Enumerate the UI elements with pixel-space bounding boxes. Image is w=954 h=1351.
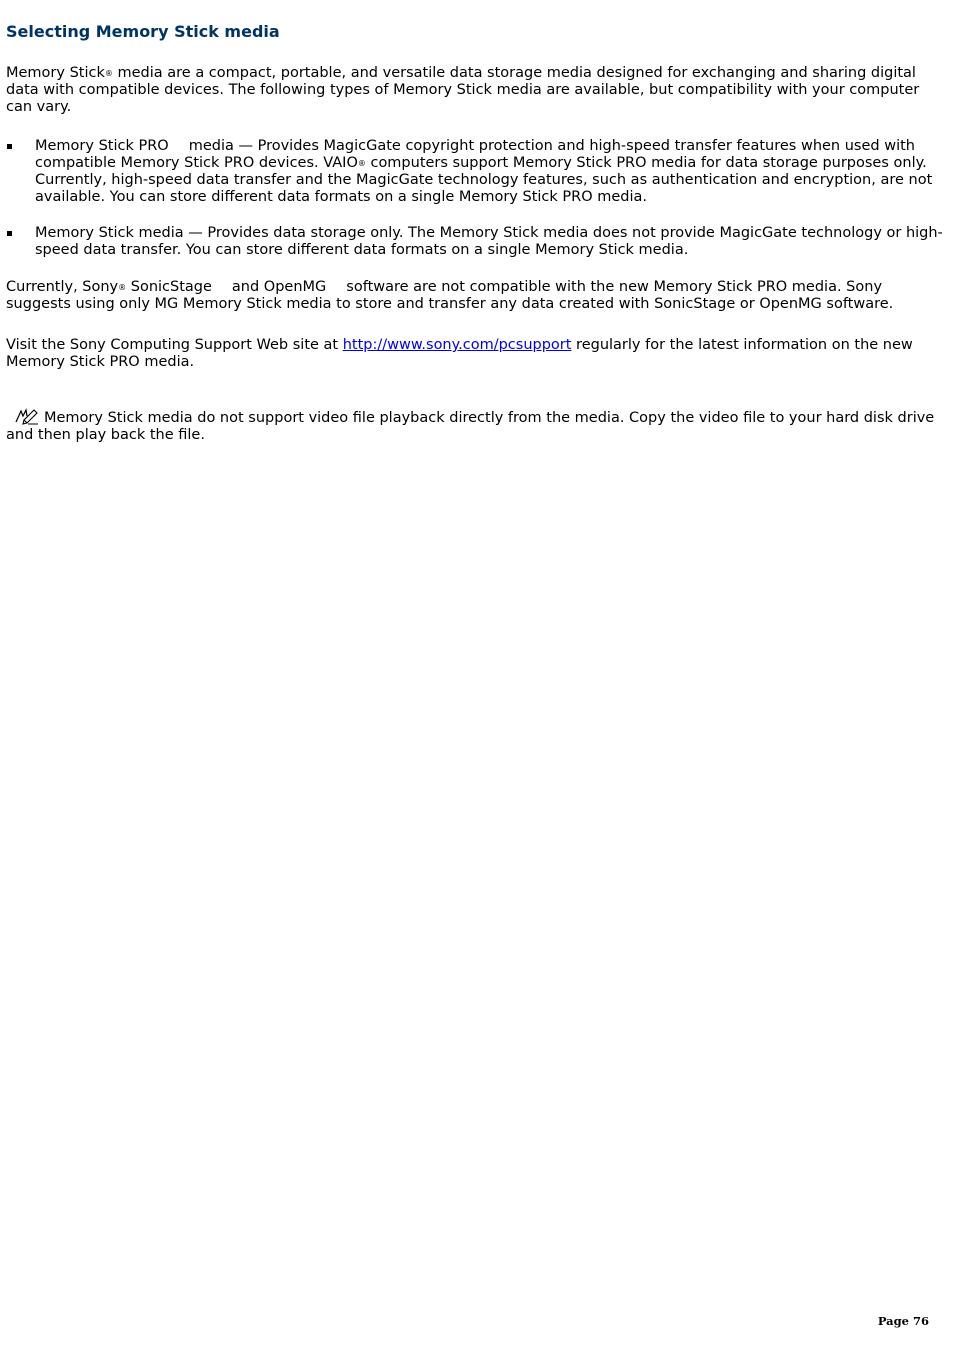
bullet-standard-text: Memory Stick media — Provides data storage only. The Memory Stick media does not provide MagicGate technology or high-speed data transfer. You can store different data formats on a single Memory Stick media. — [35, 225, 943, 258]
compatibility-paragraph — [6, 279, 948, 313]
media-types-list — [6, 138, 948, 259]
intro-paragraph — [6, 65, 948, 116]
compat-text-4: software are not compatible with the new Memory Stick PRO media. Sony suggests using only MG Memory Stick media to store and transfer any data created with SonicStage or OpenMG software. — [6, 279, 894, 312]
bullet-pro-name: Memory Stick PRO — [35, 138, 169, 154]
note-pen-icon — [14, 407, 40, 425]
page-title: Selecting Memory Stick media — [6, 22, 280, 41]
registered-mark: ® — [104, 69, 113, 78]
registered-mark: ® — [118, 283, 127, 292]
registered-mark: ® — [357, 159, 366, 168]
bullet-pro-text-a: media — Provides MagicGate copyright protection and high-speed transfer features when used with compatible Memory Stick PRO devices. VAIO — [35, 138, 915, 171]
note-paragraph — [6, 407, 948, 444]
support-paragraph — [6, 337, 948, 371]
list-item — [6, 225, 948, 259]
support-link[interactable]: http://www.sony.com/pcsupport — [342, 337, 572, 353]
visit-text-before: Visit the Sony Computing Support Web site at — [6, 337, 343, 353]
compat-text-1: Currently, Sony — [6, 279, 119, 295]
visit-text-after: regularly for the latest information on the new Memory Stick PRO media. — [6, 337, 913, 370]
intro-brand: Memory Stick — [6, 65, 105, 81]
list-item — [6, 138, 948, 206]
page-number: Page 76 — [877, 1314, 929, 1328]
bullet-pro-text-b: computers support Memory Stick PRO media for data storage purposes only. Currently, high-speed data transfer and the MagicGate technology features, such as authentication and encryption, are not available. You can store different data formats on a single Memory Stick PRO media. — [35, 155, 933, 205]
document-content — [6, 22, 948, 444]
note-text: Memory Stick media do not support video file playback directly from the media. Copy the video file to your hard disk drive and then play back the file. — [6, 410, 935, 443]
compat-text-2: SonicStage — [126, 279, 212, 295]
intro-text: media are a compact, portable, and versatile data storage media designed for exchanging and sharing digital data with compatible devices. The following types of Memory Stick media are available, but compatibility with your computer can vary. — [6, 65, 920, 115]
compat-text-3: and OpenMG — [231, 279, 327, 295]
